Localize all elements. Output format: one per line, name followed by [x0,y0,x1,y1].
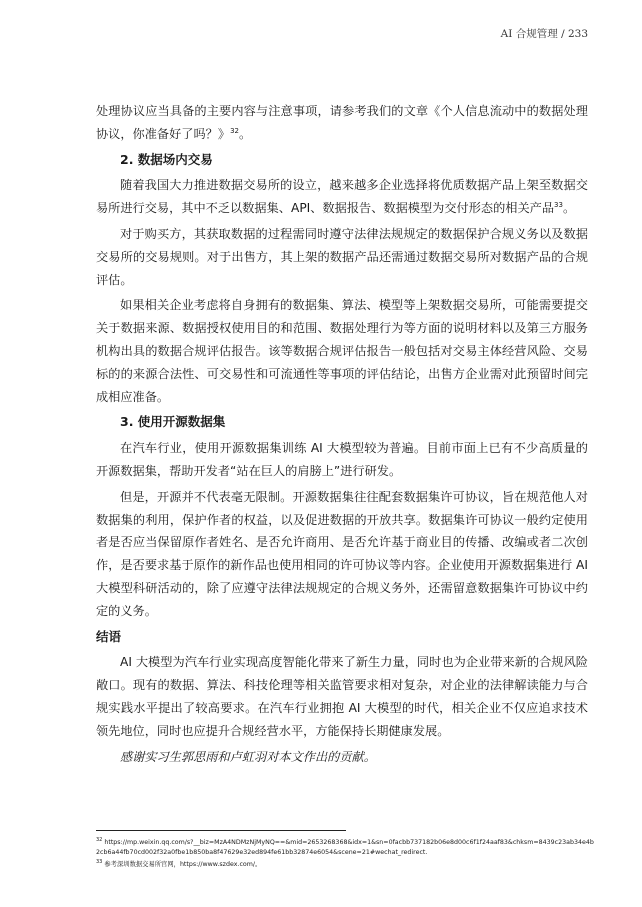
paragraph-exchange-intro-text: 随着我国大力推进数据交易所的设立，越来越多企业选择将优质数据产品上架至数据交易所进行交易，其中不乏以数据集、API、数据报告、数据模型为交付形态的相关产品 [96,178,588,216]
paragraph-license-terms: 但是，开源并不代表毫无限制。开源数据集往往配套数据集许可协议，旨在规范他人对数据集的利用，保护作者的权益，以及促进数据的开放共享。数据集许可协议一般约定使用者是否应当保留原作者姓名、是否允许商用、是否允许基于商业目的传播、改编或者二次创作，是否要求基于原作的新作品也使用相同的许可协议等内容。企业使用开源数据集进行 AI 大模型科研活动的，除了应遵守法律法规规定的合规义务外，还需留意数据集许可协议中约定的义务。 [96,489,588,618]
paragraph-exchange-intro-end: 。 [562,201,576,216]
paragraph-buyer-seller: 对于购买方，其获取数据的过程需同时遵守法律法规规定的数据保护合规义务以及数据交易所的交易规则。对于出售方，其上架的数据产品还需通过数据交易所对数据产品的合规评估。 [96,226,588,287]
page-body [96,100,588,771]
paragraph-open-source-usage: 在汽车行业，使用开源数据集训练 AI 大模型较为普遍。目前市面上已有不少高质量的开源数据集，帮助开发者“站在巨人的肩膀上”进行研发。 [96,441,588,478]
paragraph-intro-text: 处理协议应当具备的主要内容与注意事项，请参考我们的文章《个人信息流动中的数据处理协议，你准备好了吗？》 [96,104,588,141]
footnote-divider [96,830,346,831]
page-header: AI 合规管理 / 233 [500,28,588,40]
paragraph-intro-end: 。 [238,126,252,141]
footnote-32 [96,836,596,858]
paragraph-exchange-intro [96,174,588,220]
paragraph-conclusion: AI 大模型为汽车行业实现高度智能化带来了新生力量，同时也为企业带来新的合规风险敞口。现有的数据、算法、科技伦理等相关监管要求相对复杂，对企业的法律解读能力与合规实践水平提出了较高要求。在汽车行业拥抱 AI 大模型的时代，相关企业不仅应追求技术领先地位，同时也应提升合规经营水平，方能保持长期健康发展。 [96,655,588,738]
footnote-ref-33: 33 [554,201,563,210]
section-heading-open-source: 3. 使用开源数据集 [120,414,226,430]
section-heading-data-exchange: 2. 数据场内交易 [120,151,213,167]
footnote-text: 参考深圳数据交易所官网，https://www.szdex.com/。 [104,860,262,868]
paragraph-intro [96,100,588,146]
paragraph-acknowledgement: 感谢实习生郭思雨和卢虹羽对本文作出的贡献。 [120,749,376,764]
section-heading-conclusion: 结语 [96,628,122,644]
footnote-number: 33 [96,858,103,865]
footnotes [96,836,596,870]
footnote-number: 32 [96,837,103,843]
paragraph-listing-requirements: 如果相关企业考虑将自身拥有的数据集、算法、模型等上架数据交易所，可能需要提交关于数据来源、数据授权使用目的和范围、数据处理行为等方面的说明材料以及第三方服务机构出具的数据合规评估报告。该等数据合规评估报告一般包括对交易主体经营风险、交易标的的来源合法性、可交易性和可流通性等事项的评估结论，出售方企业需对此预留时间完成相应准备。 [96,298,588,404]
footnote-ref-32: 32 [230,126,239,135]
footnote-link[interactable]: https://mp.weixin.qq.com/s?__biz=MzA4NDMzNjMyNQ==&mid=2653268368&idx=1&sn=0facbb737182b06e8d00c6f1f24aaf83&chksm=8439c23ab34e4b2cb6a44fb70cd002f32a0fbe1b850ba8f47629e32ed894fe61bb32874e6054&scene=21#wechat_redirect. [96,839,594,856]
footnote-33 [96,858,596,870]
